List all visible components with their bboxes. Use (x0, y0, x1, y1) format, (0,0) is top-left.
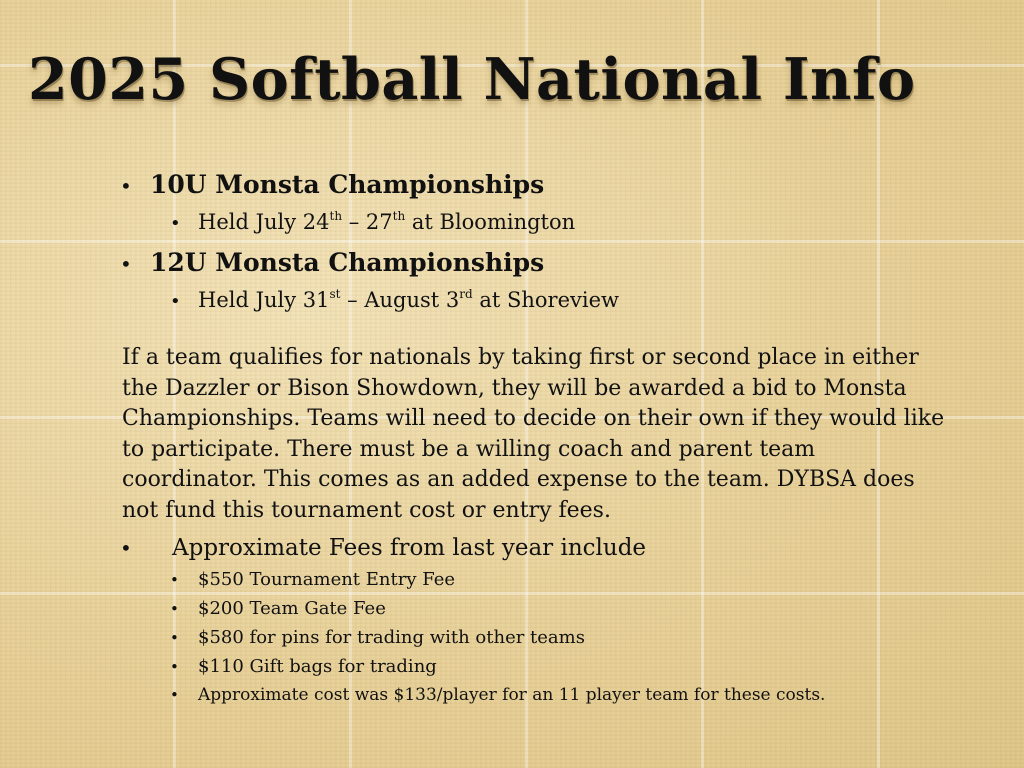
championship-12u-detail (170, 288, 619, 312)
bullet: • (170, 213, 181, 234)
bullet: • (170, 658, 179, 676)
detail-suffix: at Shoreview (472, 288, 619, 312)
detail-mid: – August 3 (340, 288, 460, 312)
fee-text: Approximate cost was $133/player for an 11 player team for these costs. (198, 685, 826, 705)
ordinal-suffix: rd (459, 287, 473, 301)
bullet: • (120, 252, 132, 276)
championship-12u (120, 248, 544, 277)
fees-heading-text: Approximate Fees from last year include (172, 535, 647, 561)
bullet: • (170, 571, 179, 589)
bullet: • (170, 629, 179, 647)
championship-10u (120, 170, 544, 199)
fee-text: $580 for pins for trading with other teams (198, 627, 585, 648)
fee-item (170, 656, 437, 677)
qualification-paragraph: If a team qualifies for nationals by taking first or second place in either the Dazzler or Bison Showdown, they will be awarded a bid to Monsta Championships. Teams will need to decide on their own if they would like to participate. There must be a willing coach and parent team coordinator. This comes as an added expense to the team. DYBSA does not fund this tournament cost or entry fees. (122, 345, 945, 523)
ordinal-suffix: th (392, 209, 406, 223)
bullet: • (120, 536, 132, 560)
fee-item (170, 627, 585, 648)
detail-prefix: Held July 24 (198, 210, 330, 234)
fee-text: $200 Team Gate Fee (198, 598, 386, 619)
ordinal-suffix: st (329, 287, 341, 301)
bullet: • (170, 291, 181, 312)
fee-text: $550 Tournament Entry Fee (198, 569, 456, 590)
bullet: • (170, 686, 179, 704)
fee-item (170, 598, 386, 619)
detail-suffix: at Bloomington (405, 210, 576, 234)
bullet: • (170, 600, 179, 618)
ordinal-suffix: th (329, 209, 343, 223)
fee-text: $110 Gift bags for trading (198, 656, 437, 677)
fee-item (170, 685, 825, 705)
championship-12u-name: 12U Monsta Championships (150, 248, 545, 277)
fees-heading (120, 535, 646, 561)
detail-prefix: Held July 31 (198, 288, 330, 312)
slide-title: 2025 Softball National Info (28, 46, 916, 113)
fee-item (170, 569, 455, 590)
championship-10u-name: 10U Monsta Championships (150, 170, 545, 199)
championship-10u-detail (170, 210, 575, 234)
bullet: • (120, 174, 132, 198)
detail-mid: – 27 (342, 210, 393, 234)
